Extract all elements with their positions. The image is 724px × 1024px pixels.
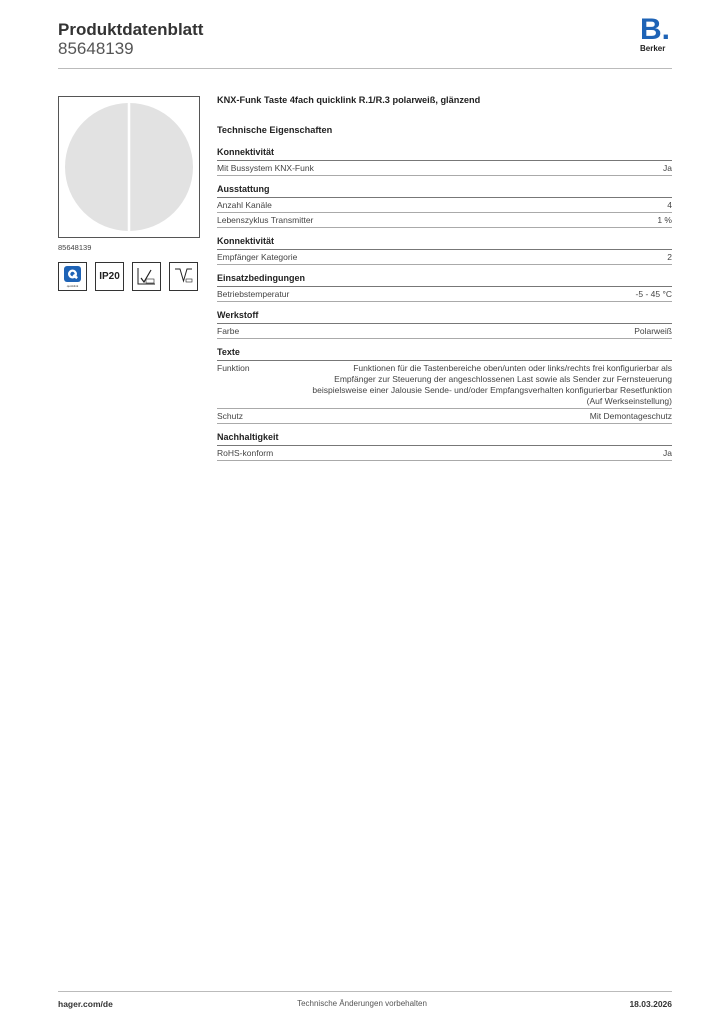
quicklink-icon [58, 262, 87, 291]
section-texts [217, 347, 672, 424]
spec-value: Funktionen für die Tastenbereiche oben/unten oder links/rechts frei konfigurierbar als Empfänger zur Steuerung der angeschlossenen Last sowie als Sender zur Fernsteuerung beispielsweise einer Jalousie Sende- und/oder Empfangsverhalten konfigurierbar Resetfunktion (Auf Werkseinstellung) [312, 363, 672, 406]
technical-data [217, 95, 672, 469]
logo-text: Berker [640, 44, 666, 53]
spec-value: -5 - 45 °C [635, 289, 672, 299]
spec-row [217, 409, 672, 424]
spec-row [217, 161, 672, 176]
spec-label: Empfänger Kategorie [217, 252, 298, 262]
checkmark-icon [169, 262, 198, 291]
section-heading: Nachhaltigkeit [217, 432, 672, 446]
spec-value: Ja [663, 448, 672, 458]
berker-logo [640, 13, 674, 53]
logo-mark: B. [640, 13, 670, 46]
spec-label: Funktion [217, 363, 250, 373]
spec-label: Schutz [217, 411, 243, 421]
spec-row [217, 324, 672, 339]
product-image [64, 102, 194, 232]
spec-value: Polarweiß [634, 326, 672, 336]
product-number: 85648139 [58, 39, 134, 58]
footer-disclaimer: Technische Änderungen vorbehalten [297, 999, 427, 1008]
section-connectivity [217, 147, 672, 176]
product-title: KNX-Funk Taste 4fach quicklink R.1/R.3 polarweiß, glänzend [217, 95, 481, 105]
section-equipment [217, 184, 672, 228]
spec-row [217, 287, 672, 302]
section-heading: Konnektivität [217, 236, 672, 250]
section-connectivity-2 [217, 236, 672, 265]
section-heading: Werkstoff [217, 310, 672, 324]
document-title: Produktdatenblatt [58, 20, 204, 39]
spec-value: 1 % [657, 215, 672, 225]
section-sustainability [217, 432, 672, 461]
spec-value: 2 [667, 252, 672, 262]
surface-mounting-icon [132, 262, 161, 291]
spec-row [217, 198, 672, 213]
spec-value: Mit Demontageschutz [589, 411, 672, 421]
section-material [217, 310, 672, 339]
ip-rating-label: IP20 [99, 271, 120, 282]
spec-label: Farbe [217, 326, 240, 336]
spec-row [217, 213, 672, 228]
quicklink-label: quicklink [66, 284, 79, 288]
spec-value: 4 [667, 200, 672, 210]
footer-divider [58, 991, 672, 992]
certification-icons [58, 262, 198, 291]
ip20-icon [95, 262, 124, 291]
spec-row [217, 250, 672, 265]
spec-row [217, 446, 672, 461]
section-heading: Texte [217, 347, 672, 361]
spec-label: Anzahl Kanäle [217, 200, 272, 210]
section-heading: Einsatzbedingungen [217, 273, 672, 287]
spec-row [217, 361, 672, 409]
section-heading: Ausstattung [217, 184, 672, 198]
spec-label: RoHS-konform [217, 448, 274, 458]
header-divider [58, 68, 672, 69]
spec-label: Betriebstemperatur [217, 289, 290, 299]
footer-website: hager.com/de [58, 999, 113, 1009]
spec-label: Mit Bussystem KNX-Funk [217, 163, 314, 173]
footer-date: 18.03.2026 [629, 999, 672, 1009]
product-image-frame [58, 96, 200, 238]
image-caption: 85648139 [58, 243, 92, 252]
technical-properties-heading: Technische Eigenschaften [217, 125, 333, 135]
section-operating-conditions [217, 273, 672, 302]
spec-label: Lebenszyklus Transmitter [217, 215, 314, 225]
spec-value: Ja [663, 163, 672, 173]
section-heading: Konnektivität [217, 147, 672, 161]
